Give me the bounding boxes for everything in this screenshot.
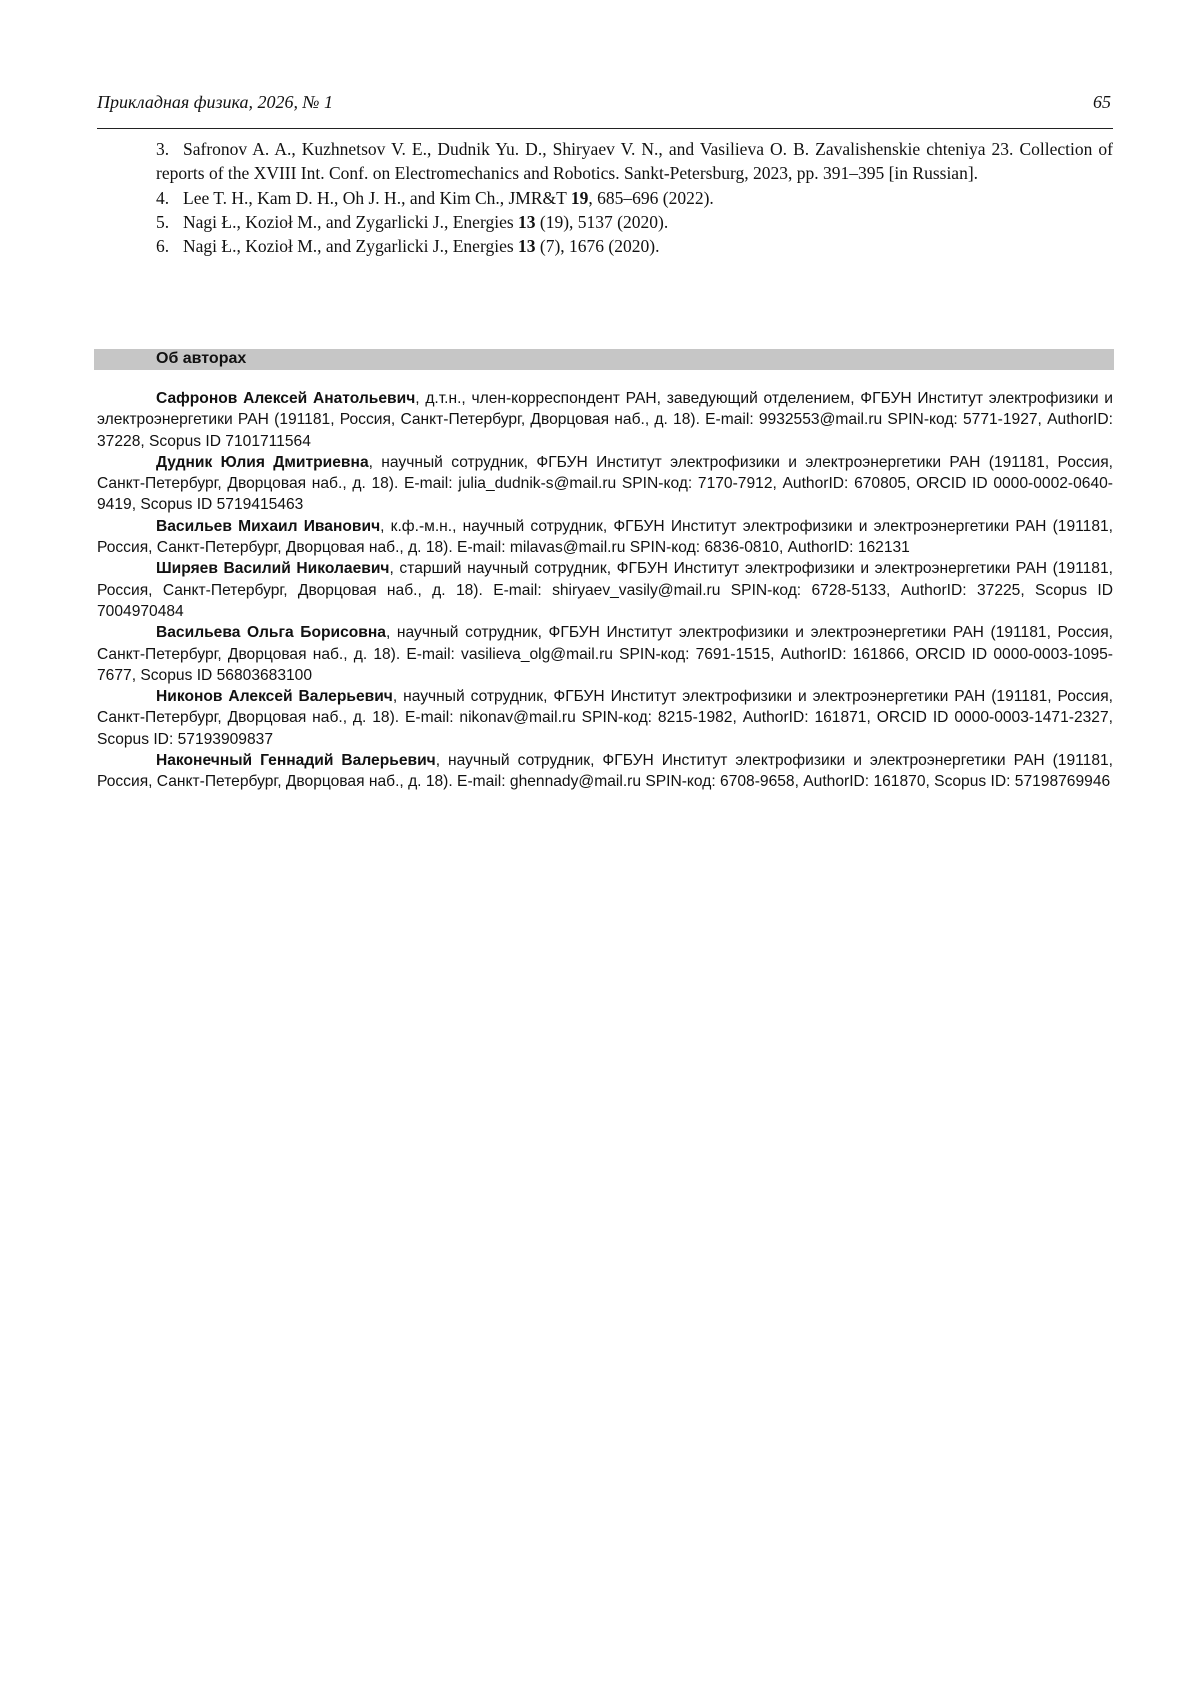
author-entry	[97, 558, 1113, 622]
author-entry	[97, 452, 1113, 516]
about-authors-heading: Об авторах	[156, 350, 247, 367]
author-details: , научный сотрудник, ФГБУН Институт электрофизики и электроэнергетики РАН (191181, Россия, Санкт-Петербург, Дворцовая наб., д. 18). E-mail: julia_dudnik-s@mail.ru SPIN-код: 7170-7912, AuthorID: 670805, ORCID ID 0000-0002-0640-9419, Scopus ID 5719415463	[97, 453, 1113, 514]
reference-number: 3.	[156, 139, 170, 159]
author-details: , д.т.н., член-корреспондент РАН, заведующий отделением, ФГБУН Институт электрофизики и электроэнергетики РАН (191181, Россия, Санкт-Петербург, Дворцовая наб., д. 18). E-mail: 9932553@mail.ru SPIN-код: 5771-1927, AuthorID: 37228, Scopus ID 7101711564	[97, 390, 1113, 450]
author-details: , к.ф.-м.н., научный сотрудник, ФГБУН Институт электрофизики и электроэнергетики РАН (191181, Россия, Санкт-Петербург, Дворцовая наб., д. 18). E-mail: milavas@mail.ru SPIN-код: 6836-0810, AuthorID: 162131	[97, 517, 1113, 557]
author-name: Наконечный Геннадий Валерьевич	[156, 752, 436, 770]
author-name: Сафронов Алексей Анатольевич	[156, 390, 416, 407]
author-entry	[97, 388, 1113, 452]
reference-volume: 13	[518, 236, 536, 257]
reference-volume: 19	[570, 187, 589, 208]
reference-number: 4.	[156, 187, 170, 208]
reference-item	[156, 186, 1113, 210]
reference-item	[156, 137, 1113, 186]
author-name: Васильева Ольга Борисовна	[156, 624, 386, 642]
reference-number: 6.	[156, 236, 170, 257]
author-name: Васильев Михаил Иванович	[156, 517, 381, 535]
author-entry	[97, 686, 1113, 750]
reference-text: Nagi Ł., Kozioł M., and Zygarlicki J., Energies	[183, 236, 519, 257]
journal-title: Прикладная физика, 2026, № 1	[97, 92, 333, 112]
author-name: Дудник Юлия Дмитриевна	[156, 453, 369, 471]
reference-text: Lee T. H., Kam D. H., Oh J. H., and Kim Ch., JMR&T	[183, 187, 571, 208]
running-header	[97, 92, 1113, 129]
authors-list	[97, 388, 1113, 793]
page-number: 65	[1093, 92, 1111, 112]
author-entry	[97, 516, 1113, 559]
reference-tail: , 685–696 (2022).	[588, 187, 714, 208]
reference-item	[156, 234, 1113, 258]
author-details: , научный сотрудник, ФГБУН Институт электрофизики и электроэнергетики РАН (191181, Россия, Санкт-Петербург, Дворцовая наб., д. 18). E-mail: vasilieva_olg@mail.ru SPIN-код: 7691-1515, AuthorID: 161866, ORCID ID 0000-0003-1095-7677, Scopus ID 56803683100	[97, 624, 1113, 684]
reference-tail: (7), 1676 (2020).	[535, 236, 660, 257]
reference-volume: 13	[518, 211, 536, 232]
author-entry	[97, 622, 1113, 686]
about-authors-bar	[94, 349, 1114, 370]
reference-number: 5.	[156, 211, 170, 232]
author-name: Ширяев Василий Николаевич	[156, 560, 390, 578]
author-details: , научный сотрудник, ФГБУН Институт электрофизики и электроэнергетики РАН (191181, Россия, Санкт-Петербург, Дворцовая наб., д. 18). E-mail: ghennady@mail.ru SPIN-код: 6708-9658, AuthorID: 161870, Scopus ID: 57198769946	[97, 752, 1113, 791]
reference-text: Safronov A. A., Kuzhnetsov V. E., Dudnik Yu. D., Shiryaev V. N., and Vasilieva O. B. Zavalishenskie chteniya 23. Collection of reports of the XVIII Int. Conf. on Electromechanics and Robotics. Sankt-Petersburg, 2023, pp. 391–395 [in Russian].	[156, 139, 1113, 184]
author-name: Никонов Алексей Валерьевич	[156, 688, 393, 706]
reference-text: Nagi Ł., Kozioł M., and Zygarlicki J., Energies	[183, 211, 519, 232]
reference-item	[156, 210, 1113, 234]
author-details: , научный сотрудник, ФГБУН Институт электрофизики и электроэнергетики РАН (191181, Россия, Санкт-Петербург, Дворцовая наб., д. 18). E-mail: nikonav@mail.ru SPIN-код: 8215-1982, AuthorID: 161871, ORCID ID 0000-0003-1471-2327, Scopus ID: 57193909837	[97, 688, 1114, 748]
reference-list	[156, 137, 1113, 258]
author-details: , старший научный сотрудник, ФГБУН Институт электрофизики и электроэнергетики РАН (191181, Россия, Санкт-Петербург, Дворцовая наб., д. 18). E-mail: shiryaev_vasily@mail.ru SPIN-код: 6728-5133, AuthorID: 37225, Scopus ID 7004970484	[97, 560, 1113, 620]
author-entry	[97, 750, 1113, 793]
reference-tail: (19), 5137 (2020).	[535, 211, 669, 232]
